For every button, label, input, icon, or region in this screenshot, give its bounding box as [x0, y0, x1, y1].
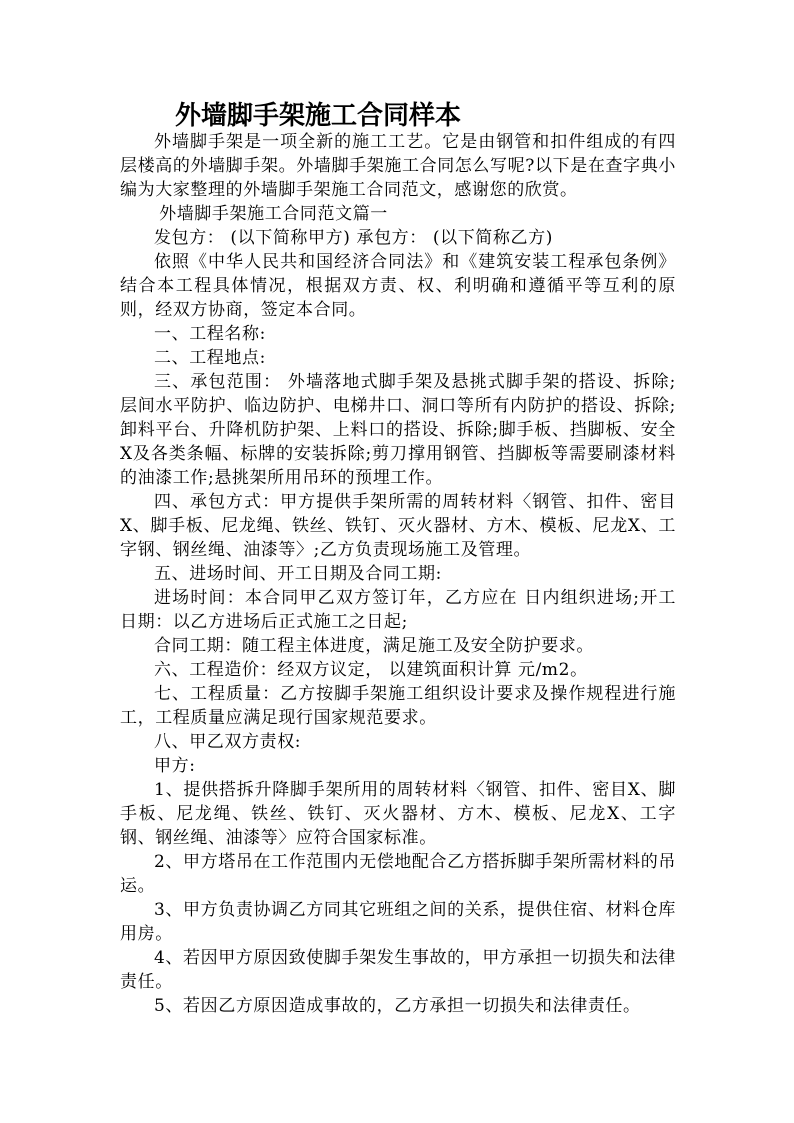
clause-project-cost: 六、工程造价：经双方议定， 以建筑面积计算 元/m2。	[154, 660, 588, 680]
parties-line: 发包方： (以下简称甲方) 承包方： (以下简称乙方)	[154, 228, 553, 248]
clause-project-quality: 七、工程质量：乙方按脚手架施工组织设计要求及操作规程进行施工，工程质量应满足现行国家规范要求。	[120, 684, 676, 728]
section-heading: 外墙脚手架施工合同范文篇一	[159, 204, 388, 224]
party-a-item-4: 4、若因甲方原因致使脚手架发生事故的，甲方承担一切损失和法律责任。	[120, 948, 676, 992]
intro-paragraph: 外墙脚手架是一项全新的施工工艺。它是由钢管和扣件组成的有四层楼高的外墙脚手架。外墙脚手架施工合同怎么写呢?以下是在查字典小编为大家整理的外墙脚手架施工合同范文，感谢您的欣赏。	[120, 132, 676, 200]
party-a-item-1: 1、提供搭拆升降脚手架所用的周转材料〈钢管、扣件、密目X、脚手板、尼龙绳、铁丝、铁钉、灭火器材、方木、模板、尼龙X、工字钢、钢丝绳、油漆等〉应符合国家标准。	[120, 780, 676, 848]
document-title: 外墙脚手架施工合同样本	[175, 101, 462, 131]
clause-project-name: 一、工程名称:	[154, 324, 266, 344]
party-a-item-2: 2、甲方塔吊在工作范围内无偿地配合乙方搭拆脚手架所需材料的吊运。	[120, 852, 676, 896]
clause-contract-scope: 三、承包范围： 外墙落地式脚手架及悬挑式脚手架的搭设、拆除;层间水平防护、临边防护、电梯井口、洞口等所有内防护的搭设、拆除;卸料平台、升降机防护架、上料口的搭设、拆除;脚手板、挡脚板、安全X及各类条幅、标牌的安装拆除;剪刀撑用钢管、挡脚板等需要刷漆材料的油漆工作;悬挑架所用吊环的预埋工作。	[120, 372, 676, 488]
clause-rights-duties: 八、甲乙双方责权:	[154, 732, 302, 752]
contract-period-paragraph: 合同工期：随工程主体进度，满足施工及安全防护要求。	[154, 636, 594, 656]
party-a-heading: 甲方:	[154, 756, 196, 776]
clause-project-location: 二、工程地点:	[154, 348, 266, 368]
party-a-item-5: 5、若因乙方原因造成事故的，乙方承担一切损失和法律责任。	[154, 996, 641, 1016]
clause-schedule: 五、进场时间、开工日期及合同工期:	[154, 564, 442, 584]
party-a-item-3: 3、甲方负责协调乙方同其它班组之间的关系，提供住宿、材料仓库用房。	[120, 900, 676, 944]
document-page	[120, 96, 676, 1018]
preamble-paragraph: 依照《中华人民共和国经济合同法》和《建筑安装工程承包条例》结合本工程具体情况，根据双方责、权、利明确和遵循平等互利的原则，经双方协商，签定本合同。	[120, 252, 676, 320]
clause-contract-method: 四、承包方式：甲方提供手架所需的周转材料〈钢管、扣件、密目X、脚手板、尼龙绳、铁丝、铁钉、灭火器材、方木、模板、尼龙X、工字钢、钢丝绳、油漆等〉;乙方负责现场施工及管理。	[120, 492, 676, 560]
entry-time-paragraph: 进场时间：本合同甲乙双方签订年，乙方应在 日内组织进场;开工日期：以乙方进场后正式施工之日起;	[120, 588, 676, 632]
